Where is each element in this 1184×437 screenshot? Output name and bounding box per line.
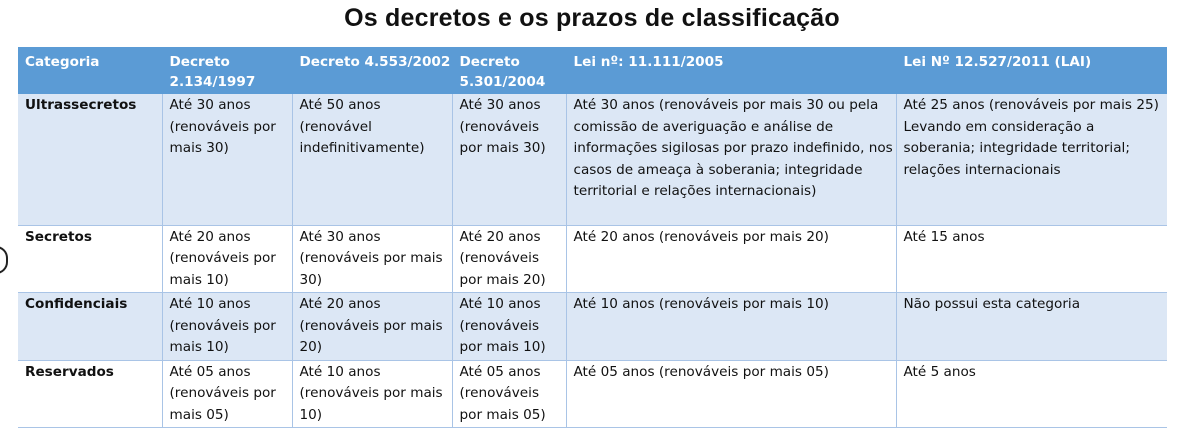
- cell-decreto-2002: Até 10 anos (renováveis por mais 10): [292, 360, 452, 428]
- cell-decreto-2004: Até 10 anos (renováveis por mais 10): [452, 293, 566, 361]
- header-decreto-1997: Decreto 2.134/1997: [162, 47, 292, 94]
- cell-lei-2005: Até 10 anos (renováveis por mais 10): [566, 293, 896, 361]
- cell-lai-2011: Até 5 anos: [903, 363, 976, 380]
- cell-lai-2011: Não possui esta categoria: [903, 296, 1081, 312]
- classification-table: [18, 47, 1167, 428]
- table-row: [18, 293, 1167, 361]
- cell-decreto-2004: Até 05 anos (renováveis por mais 05): [452, 360, 566, 428]
- cell-lai-2011: Até 25 anos (renováveis por mais 25) Levando em consideração a soberania; integridade territorial; relações internacionais: [903, 97, 1159, 178]
- table-row: [18, 360, 1167, 428]
- cell-decreto-2004: Até 30 anos (renováveis por mais 30): [452, 94, 566, 225]
- cell-decreto-2002: Até 20 anos (renováveis por mais 20): [292, 293, 452, 361]
- cell-decreto-1997: Até 10 anos (renováveis por mais 10): [162, 293, 292, 361]
- bracket-fragment-icon: [0, 246, 8, 274]
- table-header-row: [18, 47, 1167, 94]
- cell-decreto-2002: Até 30 anos (renováveis por mais 30): [292, 225, 452, 293]
- header-decreto-2002: Decreto 4.553/2002: [292, 47, 452, 94]
- cell-lei-2005: Até 20 anos (renováveis por mais 20): [566, 225, 896, 293]
- table-row: [18, 225, 1167, 293]
- header-categoria: Categoria: [18, 47, 162, 94]
- cell-categoria: Confidenciais: [18, 293, 162, 361]
- header-decreto-2004: Decreto 5.301/2004: [452, 47, 566, 94]
- cell-decreto-1997: Até 20 anos (renováveis por mais 10): [162, 225, 292, 293]
- table-row: [18, 94, 1167, 225]
- cell-lei-2005: Até 05 anos (renováveis por mais 05): [566, 360, 896, 428]
- header-lei-2005: Lei nº: 11.111/2005: [566, 47, 896, 94]
- cell-categoria: Ultrassecretos: [18, 94, 162, 225]
- cell-decreto-2002: Até 50 anos (renovável indefinitivamente): [292, 94, 452, 225]
- header-lai-2011: Lei Nº 12.527/2011 (LAI): [903, 54, 1092, 70]
- cell-decreto-2004: Até 20 anos (renováveis por mais 20): [452, 225, 566, 293]
- cell-decreto-1997: Até 05 anos (renováveis por mais 05): [162, 360, 292, 428]
- cell-decreto-1997: Até 30 anos (renováveis por mais 30): [162, 94, 292, 225]
- cell-categoria: Reservados: [18, 360, 162, 428]
- page-title: Os decretos e os prazos de classificação: [344, 4, 840, 32]
- cell-lei-2005: Até 30 anos (renováveis por mais 30 ou pela comissão de averiguação e análise de informações sigilosas por prazo indefinido, nos casos de ameaça à soberania; integridade territorial e relações internacionais): [566, 94, 896, 225]
- cell-lai-2011: Até 15 anos: [903, 228, 985, 245]
- cell-categoria: Secretos: [18, 225, 162, 293]
